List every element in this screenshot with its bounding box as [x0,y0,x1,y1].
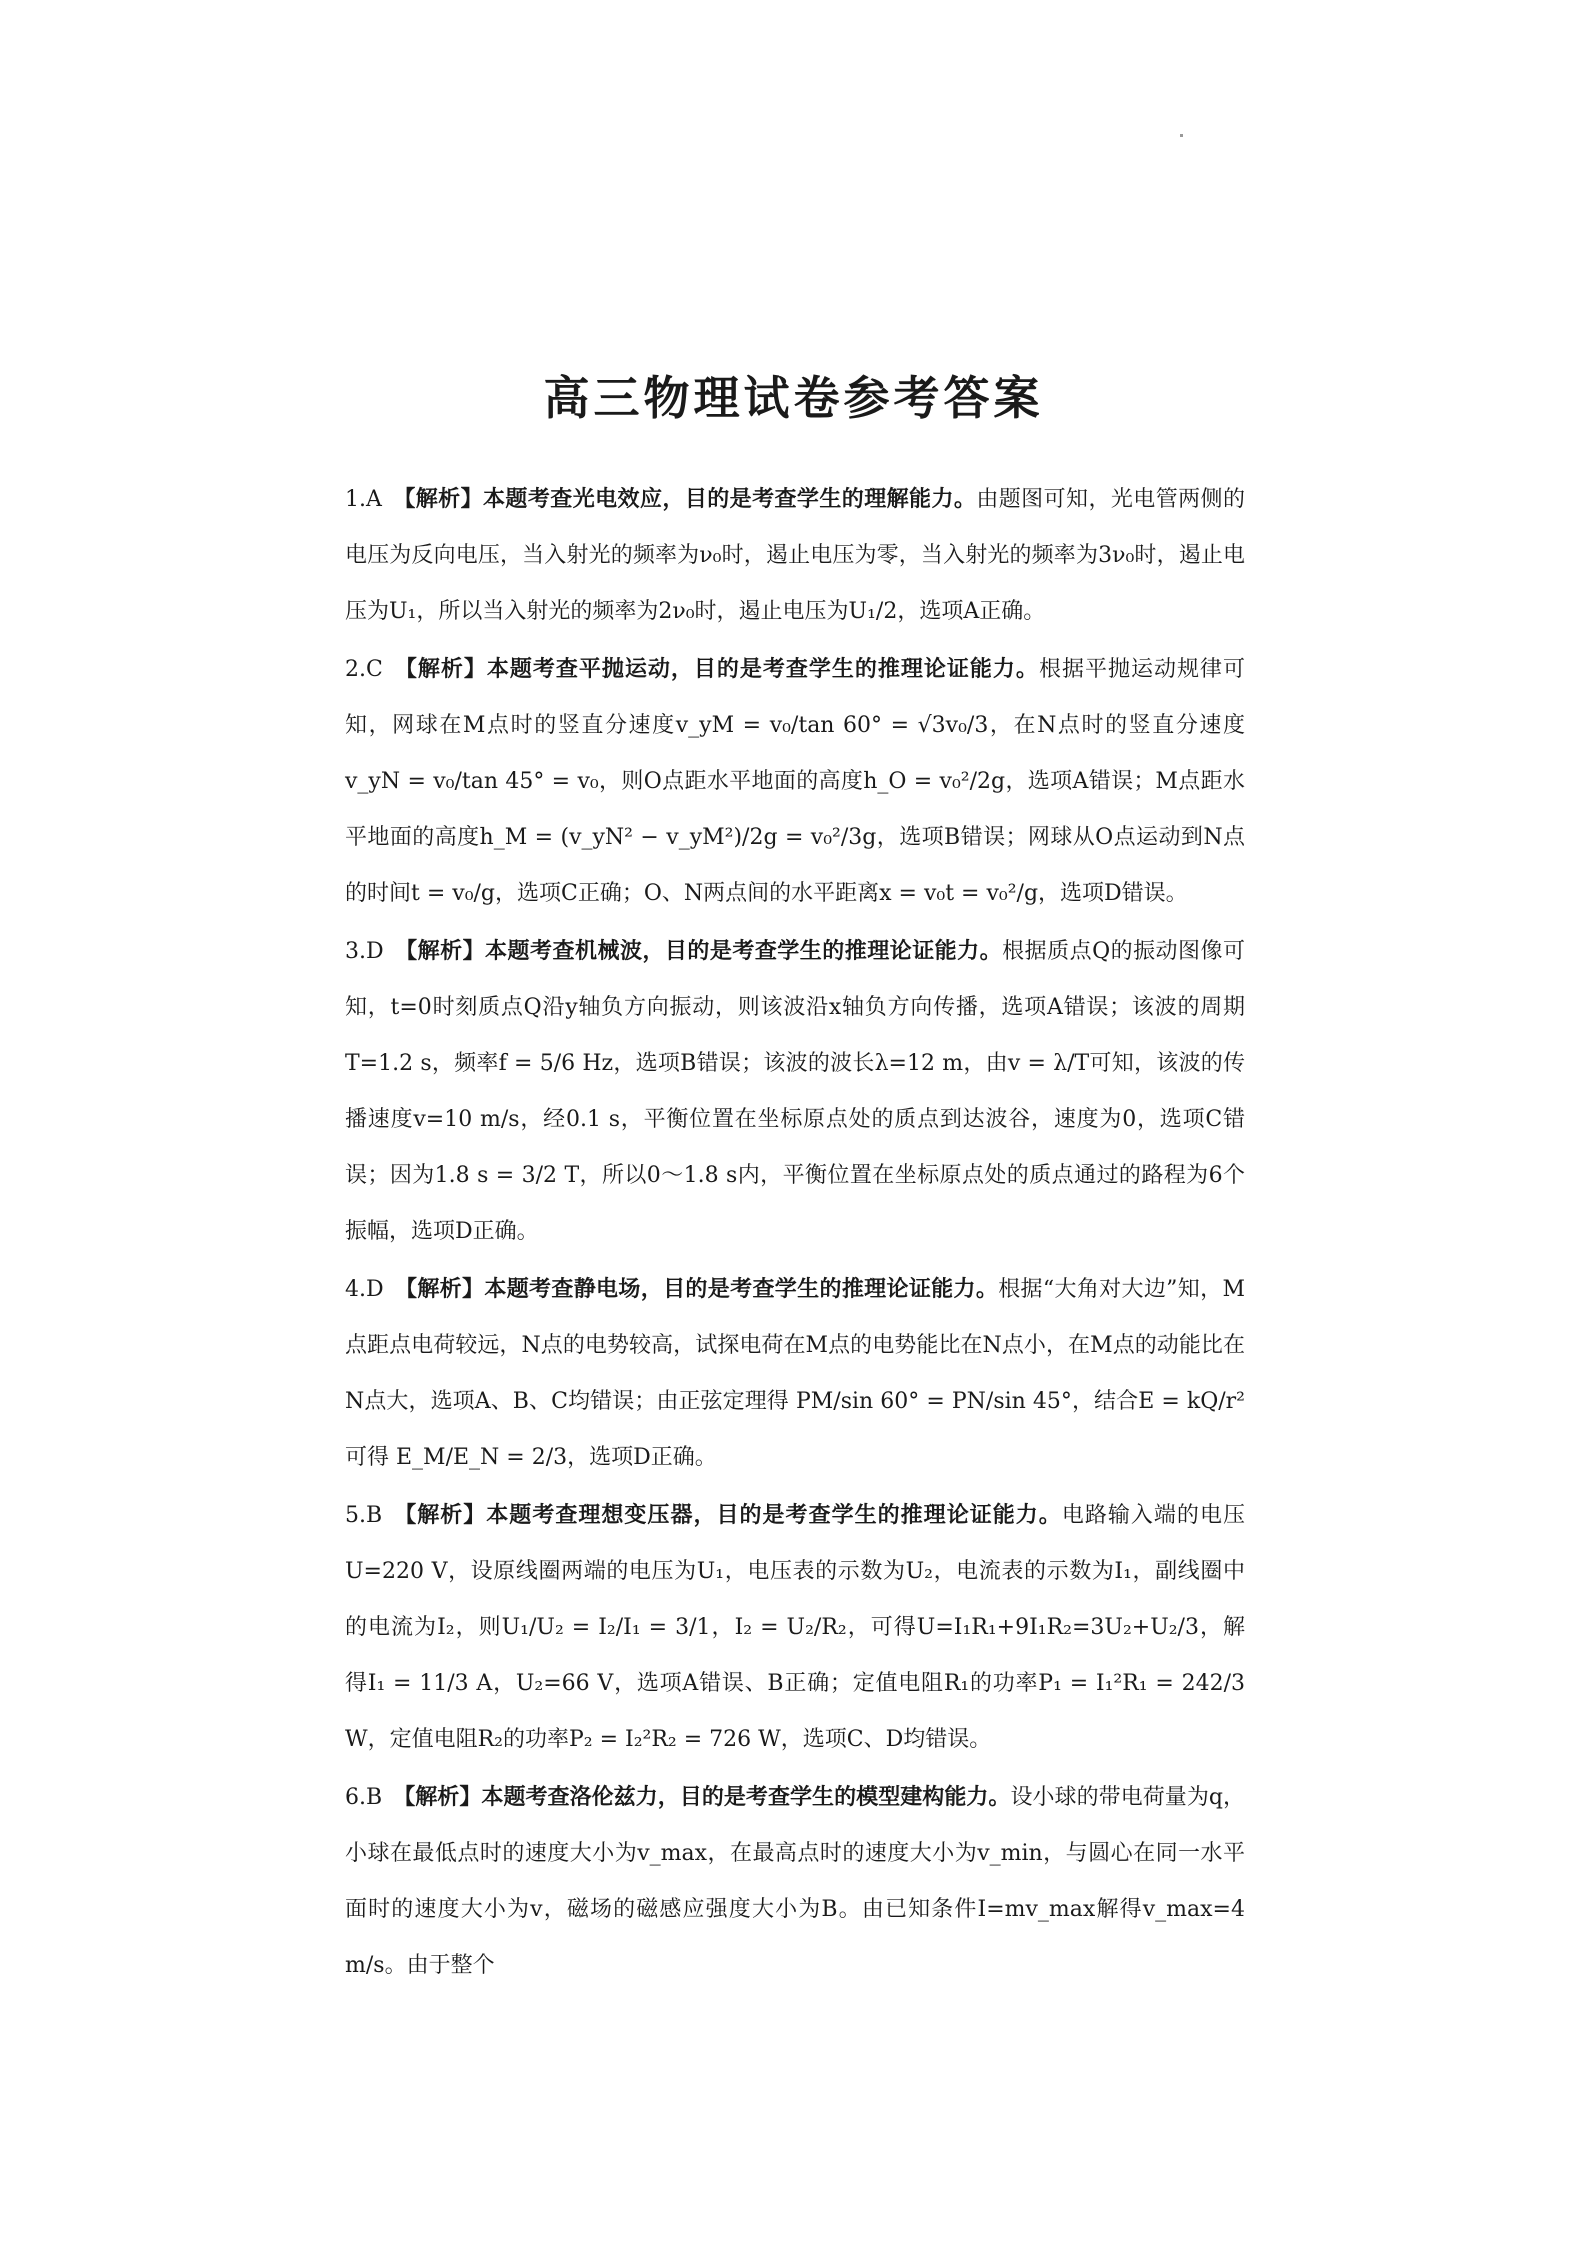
answer-heading: 【解析】本题考查洛伦兹力，目的是考查学生的模型建构能力。 [393,1785,1011,1810]
answer-number: 5.B [345,1503,383,1528]
answer-heading: 【解析】本题考查平抛运动，目的是考查学生的推理论证能力。 [394,657,1039,682]
answer-heading: 【解析】本题考查光电效应，目的是考查学生的理解能力。 [393,487,977,512]
answer-body: 电路输入端的电压U=220 V，设原线圈两端的电压为U₁，电压表的示数为U₂，电流表的示数为I₁，副线圈中的电流为I₂，则U₁/U₂ = I₂/I₁ = 3/1，I₂ = U₂/R₂，可得U=I₁R₁+9I₁R₂=3U₂+U₂/3，解得I₁ = 11/3 A，U₂=66 V，选项A错误、B正确；定值电阻R₁的功率P₁ = I₁²R₁ = 242/3 W，定值电阻R₂的功率P₂ = I₂²R₂ = 726 W，选项C、D均错误。 [345,1503,1245,1752]
answer-number: 6.B [345,1785,383,1810]
answer-number: 3.D [345,939,384,964]
answer-heading: 【解析】本题考查理想变压器，目的是考查学生的推理论证能力。 [394,1503,1062,1528]
answer-heading: 【解析】本题考查机械波，目的是考查学生的推理论证能力。 [395,939,1003,964]
scan-speck [1180,134,1183,137]
page-title: 高三物理试卷参考答案 [543,371,1044,425]
answer-list [345,472,1245,1996]
answer-number: 2.C [345,657,383,682]
answer-heading: 【解析】本题考查静电场，目的是考查学生的推理论证能力。 [394,1277,999,1302]
answer-item-4 [345,1262,1245,1486]
answer-body: 根据平抛运动规律可知，网球在M点时的竖直分速度v_yM = v₀/tan 60° = √3v₀/3，在N点时的竖直分速度v_yN = v₀/tan 45° = v₀，则O点距水平地面的高度h_O = v₀²/2g，选项A错误；M点距水平地面的高度h_M = (v_yN² − v_yM²)/2g = v₀²/3g，选项B错误；网球从O点运动到N点的时间t = v₀/g，选项C正确；O、N两点间的水平距离x = v₀t = v₀²/g，选项D错误。 [345,657,1245,906]
answer-item-2 [345,642,1245,922]
answer-body: 根据质点Q的振动图像可知，t=0时刻质点Q沿y轴负方向振动，则该波沿x轴负方向传播，选项A错误；该波的周期T=1.2 s，频率f = 5/6 Hz，选项B错误；该波的波长λ=12 m，由v = λ/T可知，该波的传播速度v=10 m/s，经0.1 s，平衡位置在坐标原点处的质点到达波谷，速度为0，选项C错误；因为1.8 s = 3/2 T，所以0～1.8 s内，平衡位置在坐标原点处的质点通过的路程为6个振幅，选项D正确。 [345,939,1245,1244]
answer-body: 根据“大角对大边”知，M点距点电荷较远，N点的电势较高，试探电荷在M点的电势能比在N点小，在M点的动能比在N点大，选项A、B、C均错误；由正弦定理得 PM/sin 60° = PN/sin 45°，结合E = kQ/r² 可得 E_M/E_N = 2/3，选项D正确。 [345,1277,1245,1470]
answer-item-6 [345,1770,1245,1994]
answer-item-3 [345,924,1245,1260]
answer-item-1 [345,472,1245,640]
answer-item-5 [345,1488,1245,1768]
answer-number: 1.A [345,487,382,512]
answer-number: 4.D [345,1277,384,1302]
answer-body: 设小球的带电荷量为q，小球在最低点时的速度大小为v_max，在最高点时的速度大小为v_min，与圆心在同一水平面时的速度大小为v，磁场的磁感应强度大小为B。由已知条件I=mv_max解得v_max=4 m/s。由于整个 [345,1785,1245,1978]
answer-body: 由题图可知，光电管两侧的电压为反向电压，当入射光的频率为ν₀时，遏止电压为零，当入射光的频率为3ν₀时，遏止电压为U₁，所以当入射光的频率为2ν₀时，遏止电压为U₁/2，选项A正确。 [345,487,1245,624]
